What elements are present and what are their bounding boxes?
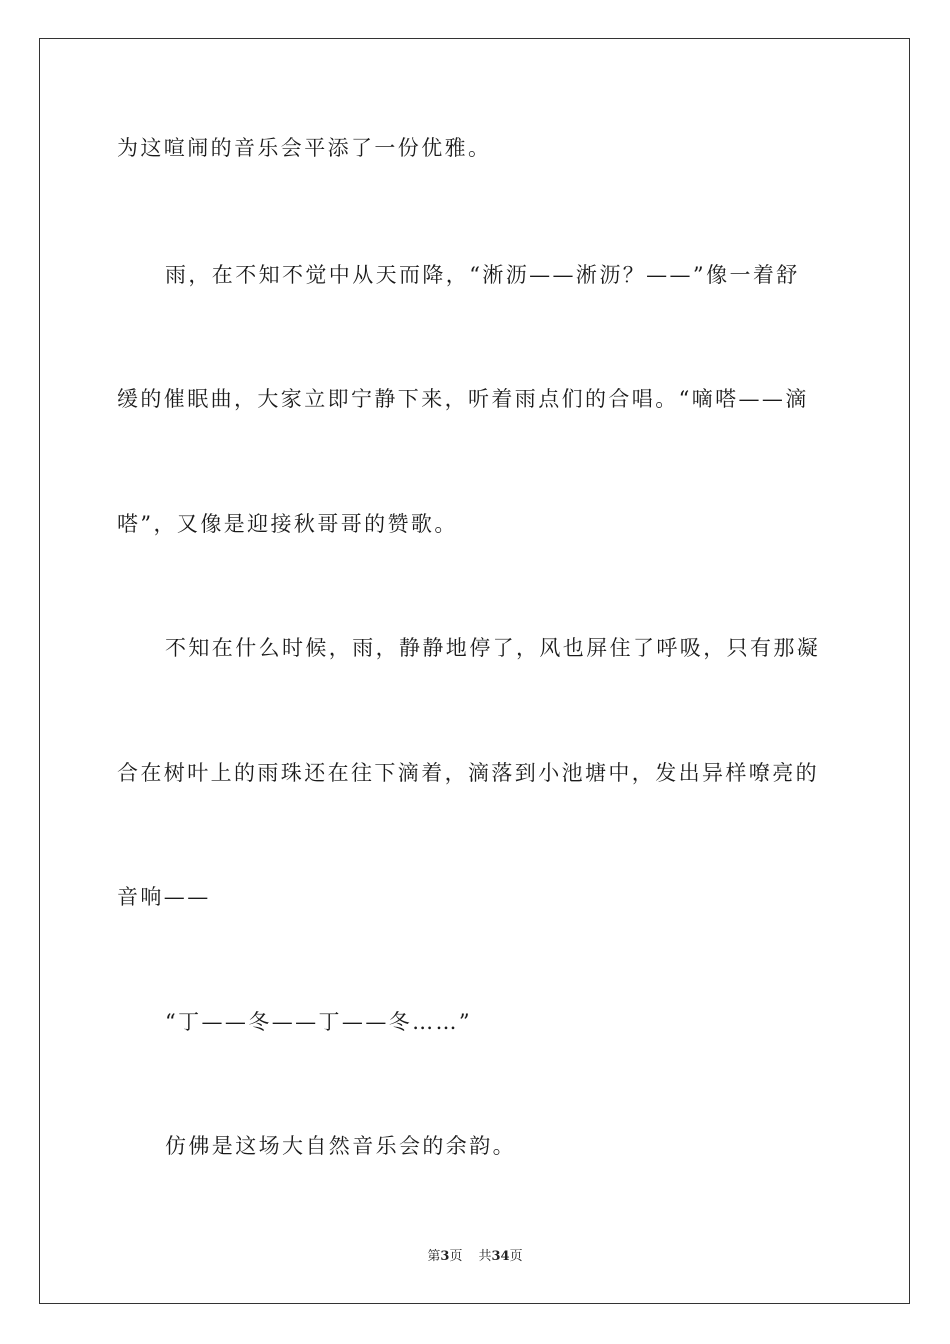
footer-page-suffix: 页 — [449, 1249, 463, 1264]
paragraph-line: 雨，在不知不觉中从天而降，“淅沥——淅沥？——”像一着舒 — [165, 263, 800, 287]
footer-total-pages: 34 — [491, 1249, 510, 1264]
footer-total-suffix: 页 — [509, 1249, 523, 1264]
footer-page-number: 3 — [440, 1249, 450, 1264]
footer-page-prefix: 第 — [427, 1249, 441, 1264]
paragraph-line: 缓的催眠曲，大家立即宁静下来，听着雨点们的合唱。“嘀嗒——滴 — [117, 387, 809, 411]
paragraph-line: “丁——冬——丁——冬……” — [165, 1010, 473, 1034]
paragraph-line: 合在树叶上的雨珠还在往下滴着，滴落到小池塘中，发出异样嘹亮的 — [117, 761, 819, 785]
paragraph-line: 仿佛是这场大自然音乐会的余韵。 — [165, 1134, 516, 1158]
paragraph-line: 为这喧闹的音乐会平添了一份优雅。 — [117, 136, 492, 160]
page-border — [39, 38, 910, 1304]
page-footer — [0, 1249, 950, 1265]
footer-total-prefix: 共 — [478, 1249, 492, 1264]
paragraph-line: 嗒”，又像是迎接秋哥哥的赞歌。 — [117, 512, 458, 536]
paragraph-line: 不知在什么时候，雨，静静地停了，风也屏住了呼吸，只有那凝 — [165, 636, 821, 660]
paragraph-line: 音响—— — [117, 885, 211, 909]
